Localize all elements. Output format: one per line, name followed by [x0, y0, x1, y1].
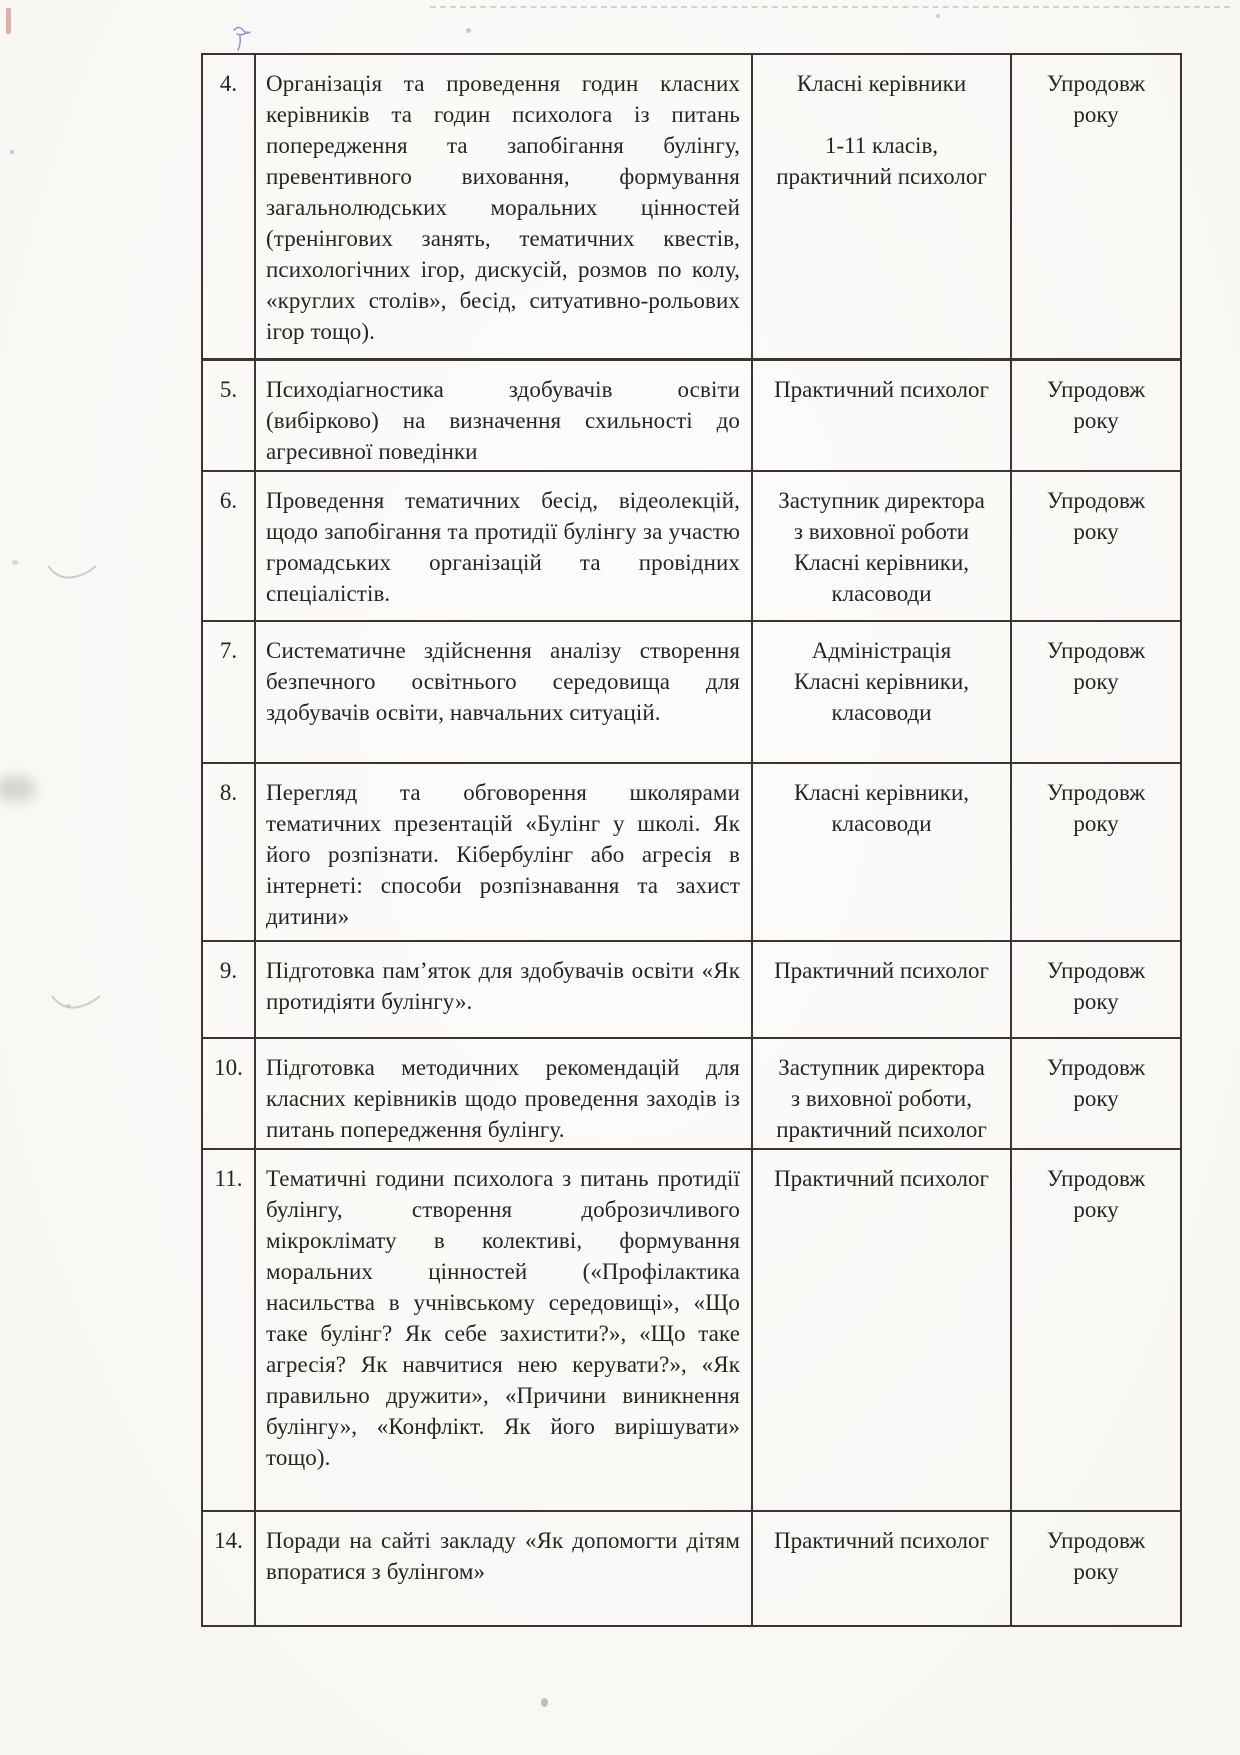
activity-cell: Підготовка методичних рекомендацій для класних керівників щодо проведення заходів із питань попередження булінгу. — [255, 1038, 752, 1149]
scan-speck — [6, 8, 11, 34]
responsible-line: 1-11 класів, — [824, 133, 939, 158]
responsible-line: Практичний психолог — [774, 1528, 989, 1553]
scan-speck — [466, 28, 471, 33]
table-row — [202, 54, 1181, 359]
responsible-cell — [752, 54, 1011, 359]
row-number: 7. — [202, 621, 255, 763]
responsible-cell — [752, 1149, 1011, 1511]
scan-dash-artifact — [430, 6, 1230, 8]
responsible-line: Класні керівники — [796, 71, 967, 96]
responsible-cell — [752, 471, 1011, 621]
responsible-line: практичний психолог — [776, 164, 987, 189]
row-number: 4. — [202, 54, 255, 359]
row-number: 14. — [202, 1511, 255, 1626]
table-row — [202, 471, 1181, 621]
activity-cell: Тематичні години психолога з питань протидії булінгу, створення доброзичливого мікроклімату в колективі, формування моральних цінностей («Профілактика насильства в учнівському середовищі», «Що таке булінг? Як себе захистити?», «Що таке агресія? Як навчитися нею керувати?», «Як правильно дружити», «Причини виникнення булінгу», «Конфлікт. Як його вирішувати» тощо). — [255, 1149, 752, 1511]
responsible-line: класоводи — [831, 581, 932, 606]
table-row — [202, 1511, 1181, 1626]
table-row — [202, 1038, 1181, 1149]
timing-cell: Упродовж року — [1011, 54, 1181, 359]
timing-cell: Упродовж року — [1011, 1149, 1181, 1511]
responsible-line: класоводи — [831, 700, 932, 725]
activity-cell: Підготовка пам’яток для здобувачів освіти «Як протидіяти булінгу». — [255, 941, 752, 1038]
table-row — [202, 359, 1181, 471]
timing-cell: Упродовж року — [1011, 359, 1181, 471]
responsible-line: з виховної роботи — [793, 519, 970, 544]
activity-cell: Проведення тематичних бесід, відеолекцій, щодо запобігання та протидії булінгу за участю громадських організацій та провідних спеціалістів. — [255, 471, 752, 621]
timing-cell: Упродовж року — [1011, 941, 1181, 1038]
responsible-cell — [752, 359, 1011, 471]
responsible-line: Практичний психолог — [774, 958, 989, 983]
responsible-line: Класні керівники, — [793, 550, 970, 575]
responsible-line: Класні керівники, — [793, 669, 970, 694]
scan-speck — [66, 1004, 71, 1008]
table-row — [202, 621, 1181, 763]
timing-cell: Упродовж року — [1011, 763, 1181, 941]
scan-curve-mark — [46, 560, 98, 582]
activity-cell: Систематичне здійснення аналізу створення безпечного освітнього середовища для здобувачів освіти, навчальних ситуацій. — [255, 621, 752, 763]
responsible-line: з виховної роботи, — [791, 1086, 972, 1111]
scan-speck — [12, 560, 18, 565]
responsible-line: Заступник директора — [778, 1055, 985, 1080]
ink-mark — [231, 24, 253, 52]
table-row — [202, 941, 1181, 1038]
scan-smudge — [0, 776, 36, 802]
scan-curve-mark — [50, 990, 102, 1012]
timing-cell: Упродовж року — [1011, 621, 1181, 763]
row-number: 5. — [202, 359, 255, 471]
scan-speck — [936, 14, 940, 18]
timing-cell: Упродовж року — [1011, 1038, 1181, 1149]
responsible-line: Класні керівники, — [793, 780, 970, 805]
responsible-line: Заступник директора — [778, 488, 985, 513]
scan-speck — [10, 150, 14, 154]
responsible-line: класоводи — [831, 811, 932, 836]
responsible-cell — [752, 1511, 1011, 1626]
responsible-cell — [752, 1038, 1011, 1149]
row-number: 8. — [202, 763, 255, 941]
responsible-cell — [752, 763, 1011, 941]
activity-cell: Психодіагностика здобувачів освіти (вибірково) на визначення схильності до агресивної поведінки — [255, 359, 752, 471]
responsible-line: Практичний психолог — [774, 1166, 989, 1191]
row-number: 10. — [202, 1038, 255, 1149]
activity-cell: Організація та проведення годин класних керівників та годин психолога із питань попередження та запобігання булінгу, превентивного виховання, формування загальнолюдських моральних цінностей (тренінгових занять, тематичних квестів, психологічних ігор, дискусій, розмов по колу, «круглих столів», бесід, ситуативно-рольових ігор тощо). — [255, 54, 752, 359]
responsible-line: Адміністрація — [811, 638, 952, 663]
responsible-line: практичний психолог — [776, 1117, 987, 1142]
timing-cell: Упродовж року — [1011, 1511, 1181, 1626]
timing-cell: Упродовж року — [1011, 471, 1181, 621]
table-row — [202, 763, 1181, 941]
row-number: 11. — [202, 1149, 255, 1511]
activity-cell: Перегляд та обговорення школярами тематичних презентацій «Булінг у школі. Як його розпізнати. Кібербулінг або агресія в інтернеті: способи розпізнавання та захист дитини» — [255, 763, 752, 941]
responsible-line: Практичний психолог — [774, 376, 989, 402]
table-row — [202, 1149, 1181, 1511]
responsible-line — [759, 99, 1004, 130]
row-number: 6. — [202, 471, 255, 621]
scan-speck — [541, 1698, 548, 1707]
responsible-cell — [752, 941, 1011, 1038]
activity-cell: Поради на сайті закладу «Як допомогти дітям впоратися з булінгом» — [255, 1511, 752, 1626]
responsible-cell — [752, 621, 1011, 763]
row-number: 9. — [202, 941, 255, 1038]
plan-table — [201, 53, 1182, 1627]
